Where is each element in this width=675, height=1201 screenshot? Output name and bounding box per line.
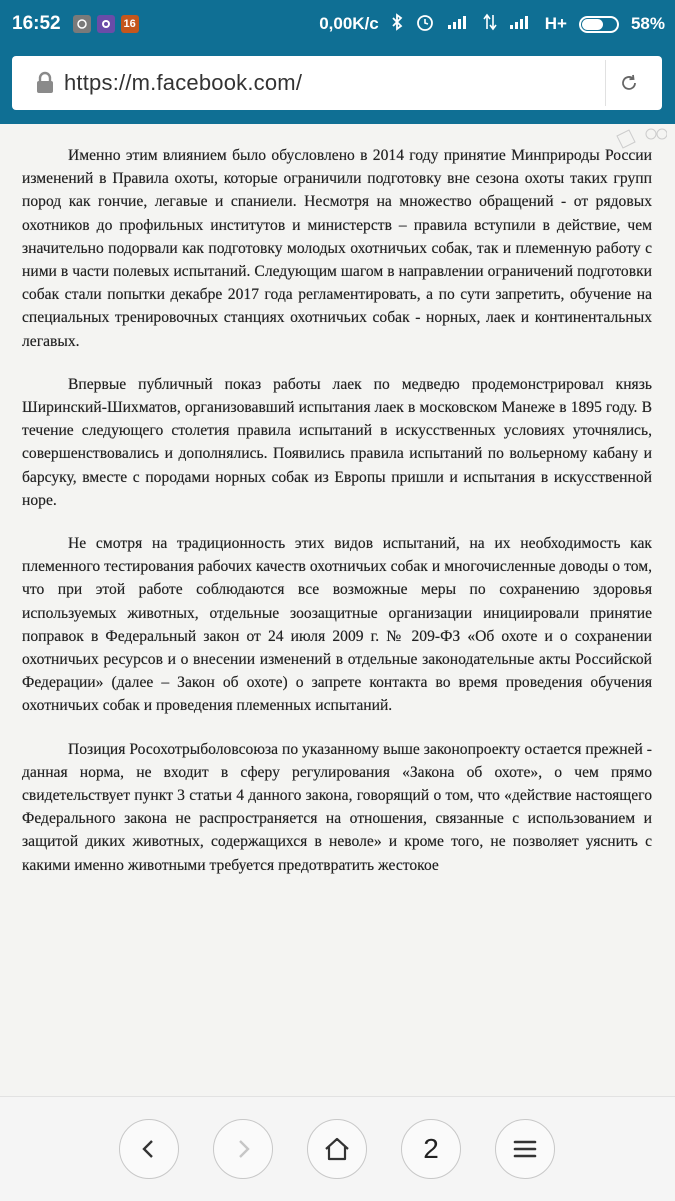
- document-paragraph: Именно этим влиянием было обусловлено в 2014 году принятие Минприроды России изменений в Правила охоты, которые ограничили подготовку вне сезона охоты таких групп пород как гончие, легавые и спаниели. Несмотря на множество обращений - от рядовых охотников до профильных институтов и министерств – правила вступили в действие, чем значительно подорвали как подготовку молодых охотничьих собак, так и племенную работу с ними в части полевых испытаний. Следующим шагом в направлении ограничений подготовки собак стали попытки декабре 2017 года регламентировать, а по сути запретить, обучение на специальных тренировочных станциях охотничьих собак - норных, лаек и континентальных легавых.: [22, 147, 652, 350]
- home-button[interactable]: [307, 1119, 367, 1179]
- status-time: 16:52: [12, 13, 61, 34]
- back-button[interactable]: [119, 1119, 179, 1179]
- address-bar[interactable]: [12, 56, 662, 110]
- battery-icon: [579, 16, 619, 33]
- battery-percent: 58%: [630, 14, 665, 33]
- alarm-icon: [415, 12, 435, 37]
- scanned-document: [22, 144, 652, 897]
- url-text[interactable]: https://m.facebook.com/: [64, 70, 303, 95]
- browser-toolbar: [0, 48, 675, 124]
- forward-button[interactable]: [213, 1119, 273, 1179]
- chevron-left-icon: [138, 1138, 160, 1160]
- signal-icon-2: [509, 14, 533, 35]
- status-right: [319, 12, 665, 37]
- home-icon: [323, 1136, 351, 1162]
- menu-icon: [512, 1138, 538, 1160]
- numbered-notification-icon: 16: [121, 15, 139, 33]
- app-notification-icon: [73, 15, 91, 33]
- app-notification-icon: [97, 15, 115, 33]
- notification-icons: [73, 15, 139, 33]
- menu-button[interactable]: [495, 1119, 555, 1179]
- document-paragraph: Позиция Росохотрыболовсоюза по указанному выше законопроекту остается прежней - данная норма, не входит в сферу регулирования «Закона об охоте», о чем прямо свидетельствует пункт 3 статьи 4 данного закона, говорящий о том, что «действие настоящего Федерального закона не распространяется на отношения, связанные с использованием и защитой диких животных, содержащихся в неволе» и кроме того, не позволяет уяснить с какими именно животными требуется предотвратить жестокое: [22, 740, 652, 874]
- data-transfer-icon: [483, 13, 497, 36]
- lock-icon: [32, 70, 58, 96]
- signal-icon: [447, 14, 471, 35]
- document-paragraph: Не смотря на традиционность этих видов испытаний, на их необходимость как племенного тестирования рабочих качеств охотничьих собак и многочисленные доводы о том, что при этой работе соблюдаются все возможные меры по сохранению здоровья используемых животных, отдельные зоозащитные организации инициировали принятие поправок в Федеральный закон от 24 июля 2009 г. № 209-ФЗ «Об охоте и о сохранении охотничьих ресурсов и о внесении изменений в отдельные законодательные акты Российской Федерации» (далее – Закон об охоте) о запрете контакта во время проведения обучения охотничьих собак и проведения племенных испытаний.: [22, 535, 652, 715]
- tabs-button[interactable]: 2: [401, 1119, 461, 1179]
- chevron-right-icon: [232, 1138, 254, 1160]
- reload-icon: [618, 72, 640, 94]
- page-content[interactable]: [0, 124, 675, 1096]
- network-speed: 0,00K/c: [319, 14, 379, 33]
- status-bar: [0, 0, 675, 48]
- browser-bottom-nav: [0, 1096, 675, 1201]
- bluetooth-icon: [391, 13, 403, 36]
- reload-button[interactable]: [605, 60, 652, 106]
- document-paragraph: Впервые публичный показ работы лаек по медведю продемонстрировал князь Ширинский-Шихматов, организовавший испытания лаек в московском Манеже в 1895 году. В течение следующего столетия правила испытаний в искусственных условиях уточнялись, совершенствовались и дополнялись. Появились правила испытаний по вольерному кабану и барсуку, вместе с породами норных собак из Европы пришли и испытания в искусственной норе.: [22, 375, 652, 509]
- network-type: H+: [544, 14, 567, 33]
